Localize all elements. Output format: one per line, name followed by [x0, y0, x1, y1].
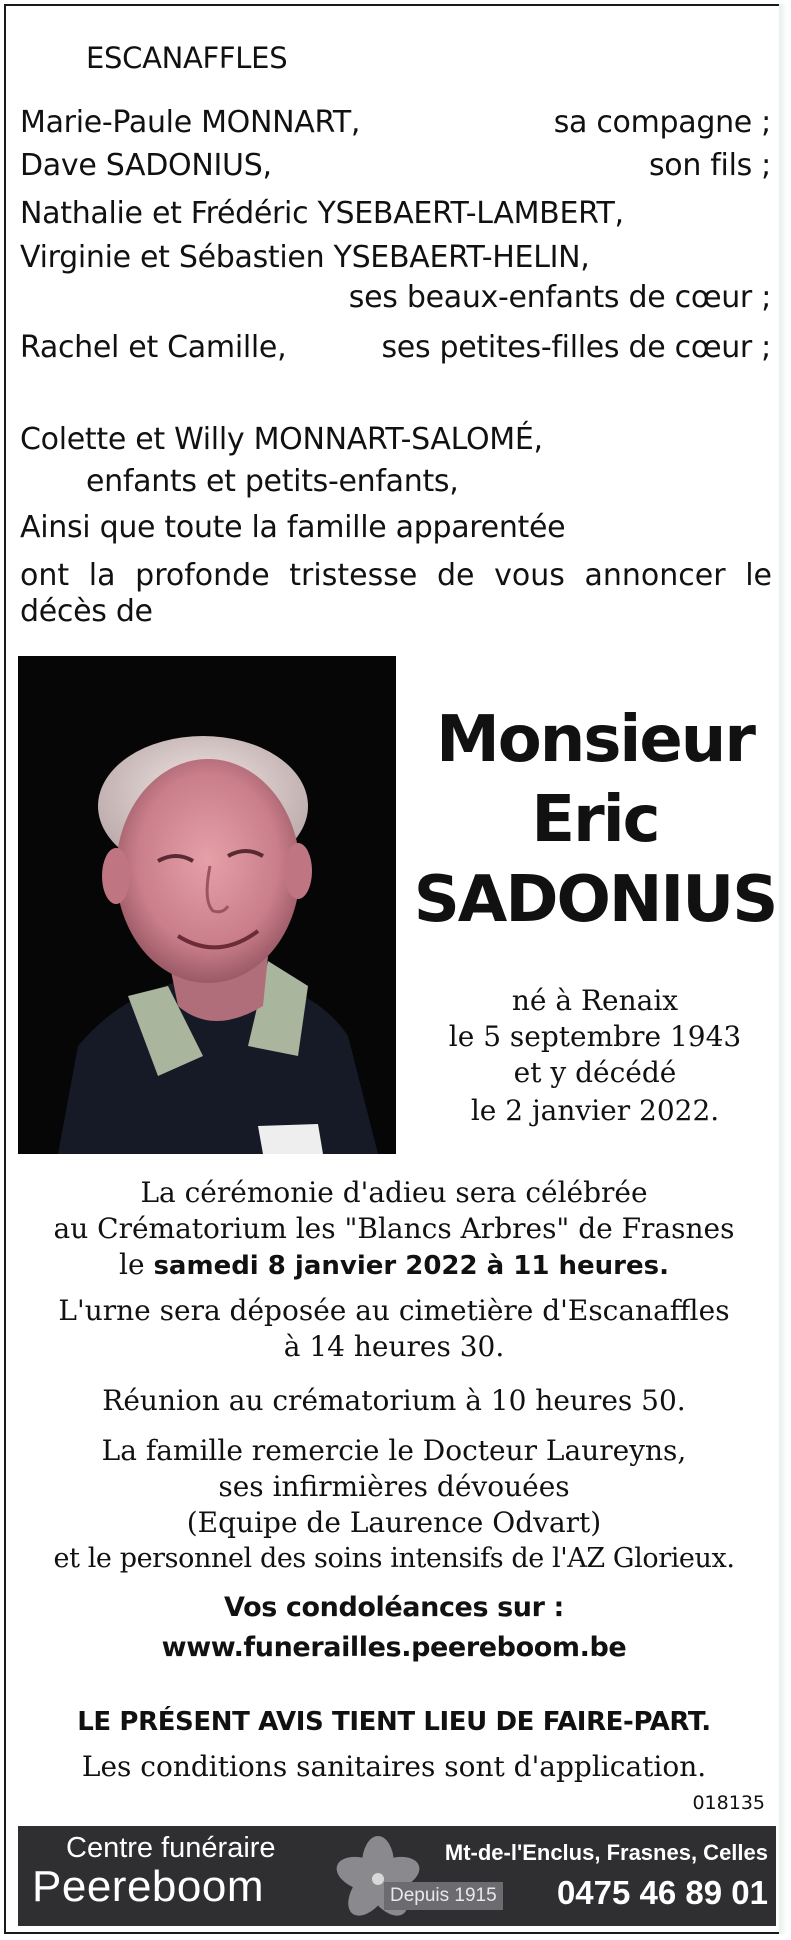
- ceremony-line-2: au Crématorium les "Blancs Arbres" de Frasnes: [53, 1212, 735, 1245]
- family-relation-1: sa compagne ;: [553, 105, 771, 140]
- reference-number: 018135: [692, 1792, 765, 1814]
- town-name: ESCANAFFLES: [86, 41, 288, 75]
- family-name-4: Virginie et Sébastien YSEBAERT-HELIN,: [20, 240, 590, 275]
- birth-date: le 5 septembre 1943: [448, 1020, 742, 1053]
- relatives-line-4: ont la profonde tristesse de vous annoncer le: [20, 558, 772, 593]
- footer-phone[interactable]: 0475 46 89 01: [556, 1874, 768, 1911]
- death-date: le 2 janvier 2022.: [470, 1094, 720, 1127]
- urn-line-2: à 14 heures 30.: [283, 1330, 505, 1363]
- ceremony-line-3: [10, 1248, 778, 1283]
- portrait-photo: [18, 656, 396, 1154]
- ceremony-line-1: La cérémonie d'adieu sera célébrée: [140, 1176, 648, 1209]
- flower-icon: [318, 1834, 438, 1924]
- condolences-link[interactable]: www.funerailles.peereboom.be: [161, 1632, 627, 1663]
- ceremony-date-prefix: le: [119, 1248, 154, 1281]
- relatives-line-1: Colette et Willy MONNART-SALOMÉ,: [20, 422, 543, 457]
- family-relation-2: son fils ;: [648, 148, 771, 183]
- portrait-illustration: [18, 656, 396, 1154]
- family-name-6: Rachel et Camille,: [20, 330, 287, 365]
- urn-line-1: L'urne sera déposée au cimetière d'Escanaffles: [58, 1294, 730, 1327]
- footer-brand: Peereboom: [32, 1862, 264, 1911]
- deceased-first-name: Eric: [531, 783, 659, 857]
- birth-place: né à Renaix: [511, 984, 679, 1017]
- footer-since: Depuis 1915: [384, 1882, 503, 1910]
- thanks-line-4: et le personnel des soins intensifs de l'AZ Glorieux.: [53, 1543, 735, 1574]
- family-name-2: Dave SADONIUS,: [20, 148, 272, 183]
- thanks-line-3: (Equipe de Laurence Odvart): [186, 1506, 602, 1539]
- ceremony-date: samedi 8 janvier 2022 à 11 heures.: [153, 1251, 669, 1281]
- family-name-1: Marie-Paule MONNART,: [20, 105, 361, 140]
- family-relation-5: ses beaux-enfants de cœur ;: [348, 280, 771, 315]
- thanks-line-2: ses infirmières dévouées: [218, 1470, 570, 1503]
- relatives-line-5: décès de: [20, 594, 153, 629]
- relatives-line-3: Ainsi que toute la famille apparentée: [20, 510, 566, 545]
- footer-locations: Mt-de-l'Enclus, Frasnes, Celles: [444, 1840, 768, 1865]
- thanks-line-1: La famille remercie le Docteur Laureyns,: [101, 1434, 687, 1467]
- sanitary-text: Les conditions sanitaires sont d'application.: [81, 1750, 707, 1783]
- notice-text: LE PRÉSENT AVIS TIENT LIEU DE FAIRE-PART.: [77, 1707, 711, 1737]
- funeral-home-banner: [18, 1826, 776, 1926]
- footer-line-1: Centre funéraire: [66, 1832, 276, 1864]
- condolences-label: Vos condoléances sur :: [224, 1592, 564, 1623]
- meeting-info: Réunion au crématorium à 10 heures 50.: [102, 1384, 686, 1417]
- deceased-title: Monsieur: [436, 703, 754, 777]
- deceased-last-name: SADONIUS: [413, 863, 777, 937]
- family-relation-6: ses petites-filles de cœur ;: [381, 330, 771, 365]
- relatives-line-2: enfants et petits-enfants,: [86, 464, 459, 499]
- family-name-3: Nathalie et Frédéric YSEBAERT-LAMBERT,: [20, 196, 624, 231]
- page-edge: [779, 4, 787, 1934]
- death-place: et y décédé: [513, 1056, 677, 1089]
